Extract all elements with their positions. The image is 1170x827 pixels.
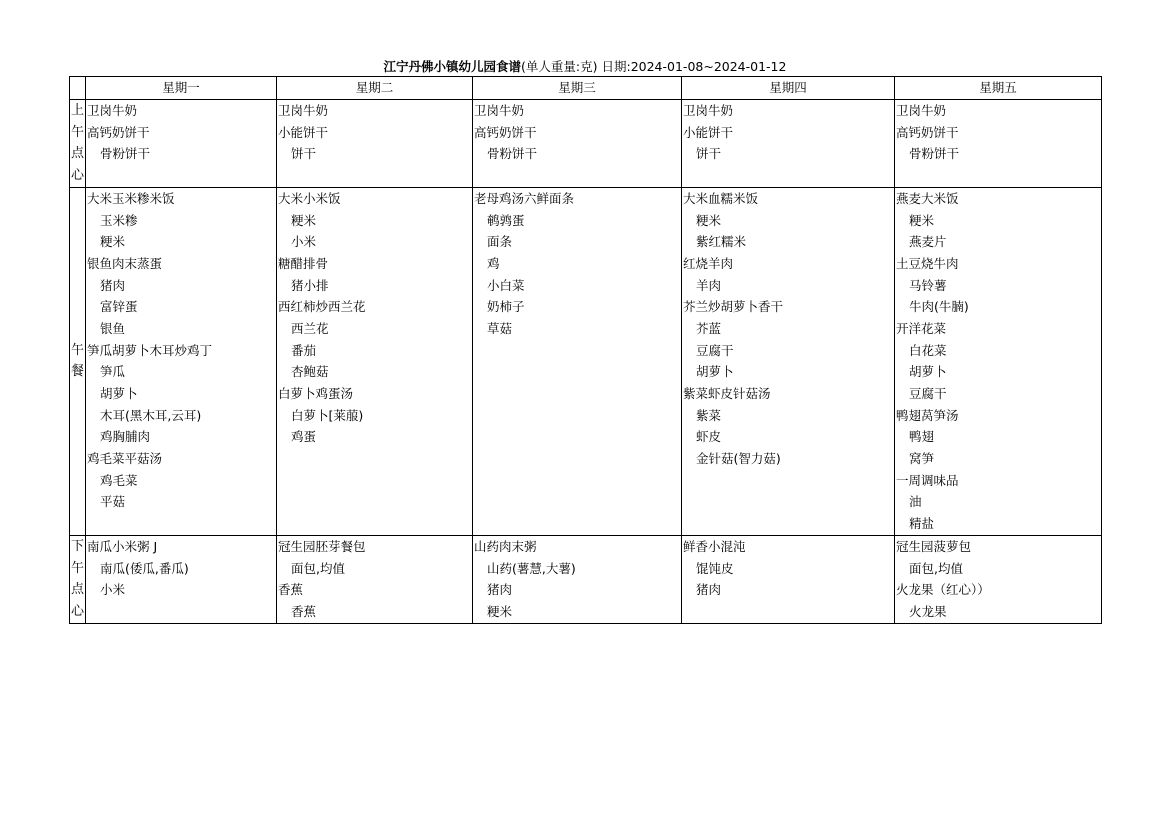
meal-label-char: 点 (70, 146, 84, 162)
menu-title (69, 58, 1101, 76)
ingredient-item: 胡萝卜 (100, 386, 138, 401)
meal-label-char: 午 (70, 560, 84, 576)
ingredient-item: 面包,均值 (291, 560, 345, 576)
dish-item: 笋瓜胡萝卜木耳炒鸡丁 (87, 342, 213, 358)
meal-label-char: 下 (70, 538, 84, 554)
ingredient-item: 猪肉 (100, 277, 126, 293)
menu-cell (277, 535, 473, 623)
dish-item: 白萝卜鸡蛋汤 (278, 386, 354, 401)
ingredient-item: 鹌鹑蛋 (487, 212, 525, 228)
ingredient-item: 紫红糯米 (696, 234, 747, 250)
dish-item: 紫菜虾皮针菇汤 (683, 386, 771, 401)
ingredient-item: 猪小排 (291, 277, 329, 293)
dish-item: 卫岗牛奶 (896, 103, 947, 118)
dish-item: 卫岗牛奶 (278, 103, 329, 118)
meal-label-text (70, 536, 85, 623)
menu-cell (86, 535, 277, 623)
weekly-menu-table (69, 76, 1102, 624)
dish-item: 高钙奶饼干 (896, 124, 959, 140)
ingredient-item: 胡萝卜 (909, 364, 947, 380)
corner-cell (70, 77, 86, 100)
dish-item: 土豆烧牛肉 (896, 255, 959, 271)
dish-item: 芥兰炒胡萝卜香干 (683, 299, 784, 315)
dish-item: 香蕉 (278, 582, 304, 598)
dish-item: 银鱼肉末蒸蛋 (87, 255, 163, 271)
ingredient-item: 燕麦片 (909, 234, 947, 250)
ingredient-item: 白萝卜[莱菔) (291, 407, 364, 423)
meal-label-text (70, 340, 85, 383)
ingredient-item: 火龙果 (909, 603, 947, 619)
menu-cell (86, 100, 277, 188)
ingredient-item: 鸡蛋 (291, 429, 317, 445)
dish-item: 大米玉米糁米饭 (87, 190, 175, 206)
ingredient-item: 南瓜(倭瓜,番瓜) (100, 560, 189, 576)
dish-item: 老母鸡汤六鲜面条 (474, 190, 575, 206)
menu-cell (682, 187, 895, 535)
dish-item: 鸡毛菜平菇汤 (87, 451, 163, 467)
ingredient-item: 虾皮 (696, 429, 722, 445)
menu-cell (682, 100, 895, 188)
ingredient-item: 小米 (100, 582, 126, 598)
day-header-tue: 星期二 (277, 77, 473, 100)
ingredient-item: 芥蓝 (696, 320, 722, 336)
ingredient-item: 猪肉 (487, 582, 513, 598)
day-header-mon: 星期一 (86, 77, 277, 100)
dish-item: 卫岗牛奶 (474, 103, 525, 118)
menu-cell (682, 535, 895, 623)
dish-item: 小能饼干 (278, 124, 329, 140)
dish-item: 山药肉末粥 (474, 538, 537, 554)
dish-item: 红烧羊肉 (683, 255, 734, 271)
ingredient-item: 鸡毛菜 (100, 472, 138, 488)
ingredient-item: 木耳(黑木耳,云耳) (100, 407, 202, 423)
ingredient-item: 白花菜 (909, 342, 947, 358)
ingredient-item: 番茄 (291, 342, 317, 358)
meal-row-lunch (70, 187, 1102, 535)
ingredient-item: 油 (909, 494, 922, 510)
meal-label (70, 187, 86, 535)
menu-cell (895, 100, 1102, 188)
ingredient-item: 香蕉 (291, 603, 317, 619)
ingredient-item: 精盐 (909, 516, 935, 532)
ingredient-item: 骨粉饼干 (487, 146, 538, 162)
dish-item: 大米小米饭 (278, 190, 341, 206)
ingredient-item: 牛肉(牛腩) (909, 299, 969, 315)
dish-item: 火龙果（红心）） (896, 582, 990, 598)
day-header-wed: 星期三 (473, 77, 682, 100)
ingredient-item: 粳米 (291, 212, 317, 228)
dish-item: 高钙奶饼干 (87, 124, 150, 140)
ingredient-item: 骨粉饼干 (909, 146, 960, 162)
menu-cell (277, 100, 473, 188)
dish-item: 鲜香小混沌 (683, 538, 746, 554)
meal-label-text (70, 100, 85, 187)
ingredient-item: 平菇 (100, 494, 126, 510)
dish-item: 小能饼干 (683, 124, 734, 140)
date-range: 2024-01-08~2024-01-12 (630, 59, 787, 74)
ingredient-item: 山药(薯慧,大薯) (487, 560, 576, 576)
dish-item: 一周调味品 (896, 472, 959, 488)
ingredient-item: 鸡 (487, 255, 500, 271)
meal-label-char: 心 (70, 603, 84, 619)
ingredient-item: 猪肉 (696, 582, 722, 598)
day-header-thu: 星期四 (682, 77, 895, 100)
ingredient-item: 豆腐干 (696, 342, 734, 358)
dish-item: 开洋花菜 (896, 320, 947, 336)
ingredient-item: 鸡胸脯肉 (100, 429, 151, 445)
ingredient-item: 西兰花 (291, 320, 329, 336)
ingredient-item: 骨粉饼干 (100, 146, 151, 162)
ingredient-item: 金针菇(智力菇) (696, 451, 781, 467)
ingredient-item: 粳米 (696, 212, 722, 228)
dish-item: 鸭翅莴笋汤 (896, 407, 959, 423)
ingredient-item: 馄饨皮 (696, 560, 734, 576)
menu-cell (473, 535, 682, 623)
menu-cell (473, 187, 682, 535)
ingredient-item: 鸭翅 (909, 429, 935, 445)
ingredient-item: 奶柿子 (487, 299, 525, 315)
ingredient-item: 玉米糁 (100, 212, 138, 228)
meal-label-char: 心 (70, 168, 84, 184)
meal-label-char: 午 (70, 342, 84, 358)
meal-label-char: 午 (70, 124, 84, 140)
meal-label-char: 点 (70, 582, 84, 598)
unit-note: (单人重量:克) (521, 59, 598, 74)
dish-item: 冠生园胚芽餐包 (278, 538, 366, 554)
ingredient-item: 豆腐干 (909, 386, 947, 401)
meal-label (70, 535, 86, 623)
dish-item: 糖醋排骨 (278, 255, 329, 271)
ingredient-item: 粳米 (909, 212, 935, 228)
menu-cell (86, 187, 277, 535)
dish-item: 南瓜小米粥 J (87, 538, 158, 554)
school-name: 江宁丹佛小镇幼儿园食谱 (383, 59, 522, 74)
dish-item: 卫岗牛奶 (87, 103, 138, 118)
meal-label (70, 100, 86, 188)
meal-row-afternoon-snack (70, 535, 1102, 623)
dish-item: 大米血糯米饭 (683, 190, 759, 206)
menu-cell (473, 100, 682, 188)
ingredient-item: 粳米 (487, 603, 513, 619)
dish-item: 西红柿炒西兰花 (278, 299, 366, 315)
menu-cell (895, 187, 1102, 535)
ingredient-item: 羊肉 (696, 277, 722, 293)
meal-row-morning-snack (70, 100, 1102, 188)
ingredient-item: 饼干 (696, 146, 722, 162)
dish-item: 燕麦大米饭 (896, 190, 959, 206)
ingredient-item: 面包,均值 (909, 560, 963, 576)
ingredient-item: 胡萝卜 (696, 364, 734, 380)
ingredient-item: 杏鲍菇 (291, 364, 329, 380)
ingredient-item: 饼干 (291, 146, 317, 162)
ingredient-item: 笋瓜 (100, 364, 126, 380)
date-label: 日期: (601, 59, 631, 74)
ingredient-item: 富锌蛋 (100, 299, 138, 315)
meal-label-char: 上 (70, 103, 84, 118)
ingredient-item: 银鱼 (100, 320, 126, 336)
ingredient-item: 面条 (487, 234, 513, 250)
ingredient-item: 紫菜 (696, 407, 722, 423)
meal-label-char: 餐 (70, 364, 84, 380)
menu-cell (277, 187, 473, 535)
ingredient-item: 草菇 (487, 320, 513, 336)
day-header-fri: 星期五 (895, 77, 1102, 100)
dish-item: 卫岗牛奶 (683, 103, 734, 118)
ingredient-item: 马铃薯 (909, 277, 947, 293)
header-row (70, 77, 1102, 100)
ingredient-item: 小白菜 (487, 277, 525, 293)
menu-cell (895, 535, 1102, 623)
ingredient-item: 窝笋 (909, 451, 935, 467)
dish-item: 冠生园菠萝包 (896, 538, 972, 554)
ingredient-item: 小米 (291, 234, 317, 250)
dish-item: 高钙奶饼干 (474, 124, 537, 140)
ingredient-item: 粳米 (100, 234, 126, 250)
